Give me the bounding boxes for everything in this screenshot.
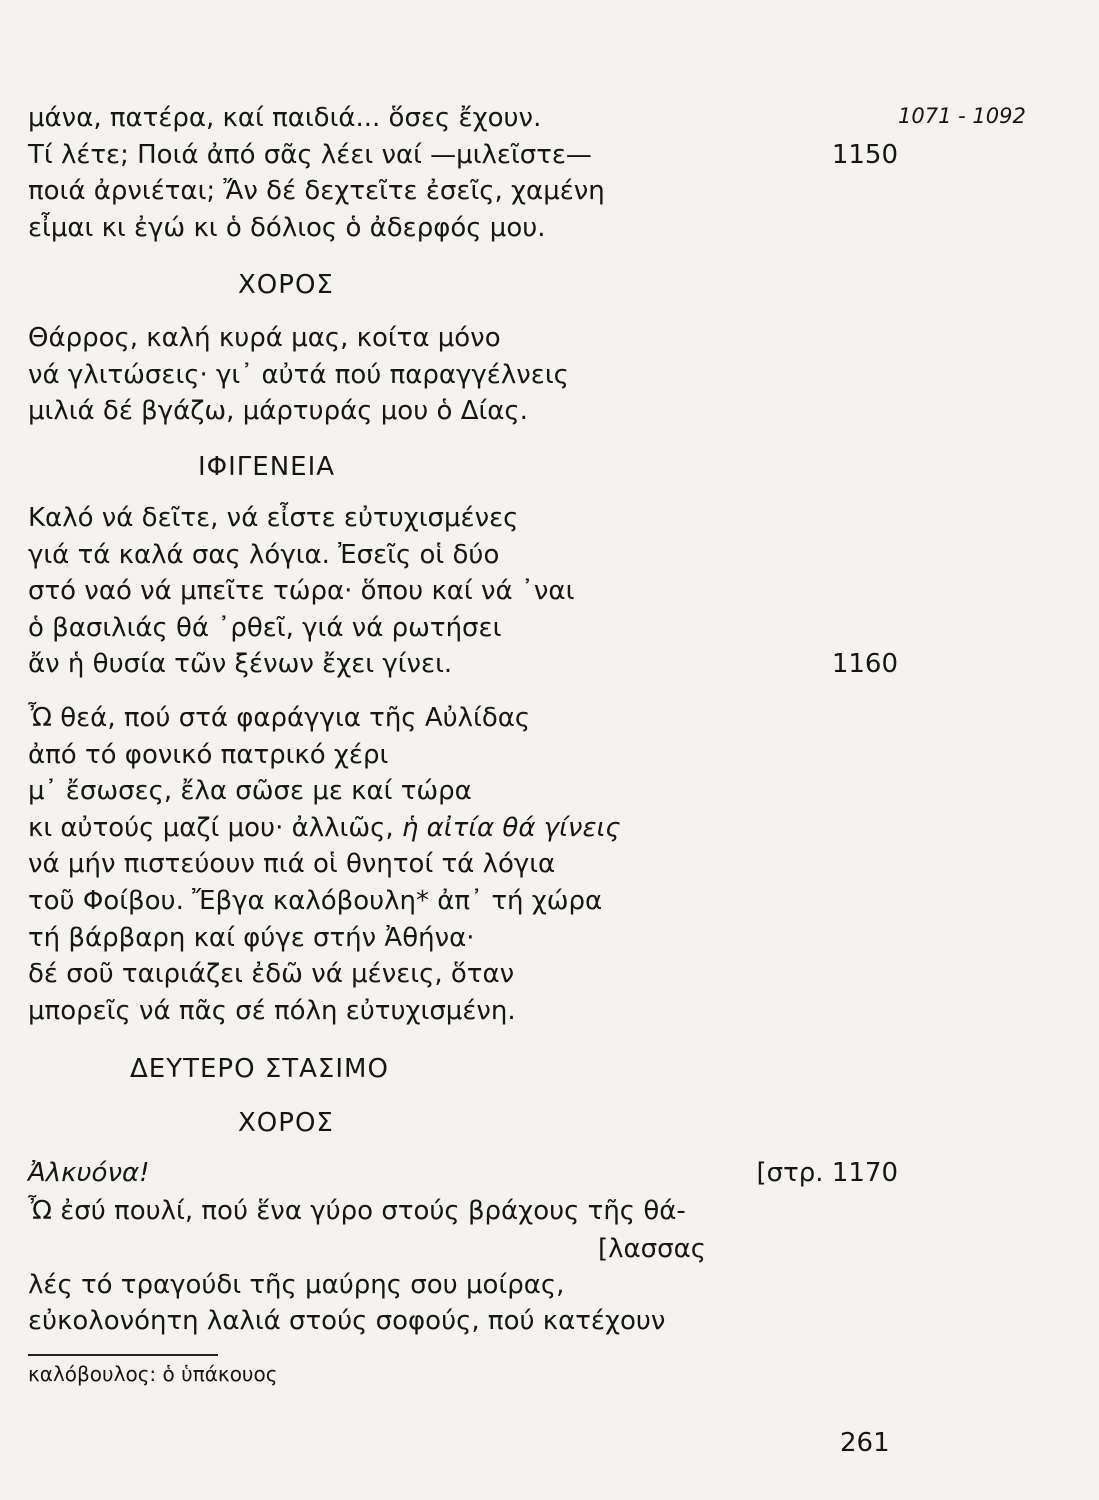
strophe-marker: [στρ. 1170 <box>756 1158 898 1188</box>
verse-line: τοῦ Φοίβου. Ἔβγα καλόβουλη* ἀπ᾽ τή χώρα <box>28 885 603 916</box>
verse-line: γιά τά καλά σας λόγια. Ἐσεῖς οἱ δύο <box>28 539 500 570</box>
verse-line: μπορεῖς νά πᾶς σέ πόλη εὐτυχισμένη. <box>28 995 516 1026</box>
verse-block-3 <box>28 500 898 683</box>
verse-line: Ὦ θεά, πού στά φαράγγια τῆς Αὐλίδας <box>28 703 531 733</box>
speaker-heading-xoros: ΧΟΡΟΣ <box>238 1108 334 1138</box>
verse-line: Καλό νά δεῖτε, νά εἶστε εὐτυχισμένες <box>28 503 519 533</box>
verse-line: νά μήν πιστεύουν πιά οἱ θνητοί τά λόγια <box>28 849 556 880</box>
verse-line: ἄν ἡ θυσία τῶν ξένων ἔχει γίνει. 1160 <box>28 646 898 683</box>
verse-line: τή βάρβαρη καί φύγε στήν Ἀθήνα· <box>28 922 475 953</box>
verse-line: ποιά ἀρνιέται; Ἄν δέ δεχτεῖτε ἐσεῖς, χαμένη <box>28 176 605 207</box>
verse-line: δέ σοῦ ταιριάζει ἐδῶ νά μένεις, ὅταν <box>28 959 515 990</box>
strophe-line <box>28 1154 898 1192</box>
verse-line: κι αὐτούς μαζί μου· ἀλλιῶς, ἡ αἰτία θά γίνεις <box>28 812 621 843</box>
verse-line: εὐκολονόητη λαλιά στούς σοφούς, πού κατέχουν <box>28 1306 666 1336</box>
line-number: 1150 <box>831 139 898 170</box>
verse-block-4 <box>28 700 898 1029</box>
italic-phrase: ἡ αἰτία θά γίνεις <box>401 812 621 843</box>
footnote: καλόβουλος: ὁ ὑπάκουος <box>28 1362 278 1386</box>
verse-line: Ὦ ἐσύ πουλί, πού ἕνα γύρο στούς βράχους τῆς θά- <box>28 1196 686 1226</box>
page-number: 261 <box>840 1428 890 1458</box>
line-number: 1160 <box>831 649 898 680</box>
footnote-rule <box>28 1354 218 1356</box>
verse-line: μιλιά δέ βγάζω, μάρτυράς μου ὁ Δίας. <box>28 396 528 427</box>
verse-line: εἶμαι κι ἐγώ κι ὁ δόλιος ὁ ἀδερφός μου. <box>28 212 546 243</box>
section-heading-deutero-stasimo: ΔΕΥΤΕΡΟ ΣΤΑΣΙΜΟ <box>130 1054 389 1084</box>
verse-line: ἀπό τό φονικό πατρικό χέρι <box>28 739 389 770</box>
verse-line: ὁ βασιλιάς θά ᾿ρθεῖ, γιά νά ρωτήσει <box>28 612 502 643</box>
verse-block-1 <box>28 100 898 246</box>
verse-line: Τί λέτε; Ποιά ἀπό σᾶς λέει ναί —μιλεῖστε— 1150 <box>28 137 898 174</box>
verse-line: μ᾽ ἔσωσες, ἔλα σῶσε με καί τώρα <box>28 776 472 807</box>
verse-line: στό ναό νά μπεῖτε τώρα· ὅπου καί νά ᾿ναι <box>28 576 575 607</box>
verse-line: νά γλιτώσεις· γι᾽ αὐτά πού παραγγέλνεις <box>28 359 569 390</box>
verse-block-2 <box>28 320 898 430</box>
line-range: 1071 - 1092 <box>898 104 1026 128</box>
verse-line: μάνα, πατέρα, καί παιδιά... ὅσες ἔχουν. <box>28 103 542 133</box>
alkyona-invocation: Ἀλκυόνα! <box>28 1158 150 1188</box>
speaker-heading-xoros: ΧΟΡΟΣ <box>238 270 334 300</box>
verse-line: λές τό τραγούδι τῆς μαύρης σου μοίρας, <box>28 1270 565 1300</box>
verse-line: Θάρρος, καλή κυρά μας, κοίτα μόνο <box>28 323 501 353</box>
verse-continuation: [λασσας <box>598 1234 707 1264</box>
speaker-heading-ifigeneia: ΙΦΙΓΕΝΕΙΑ <box>198 452 336 482</box>
